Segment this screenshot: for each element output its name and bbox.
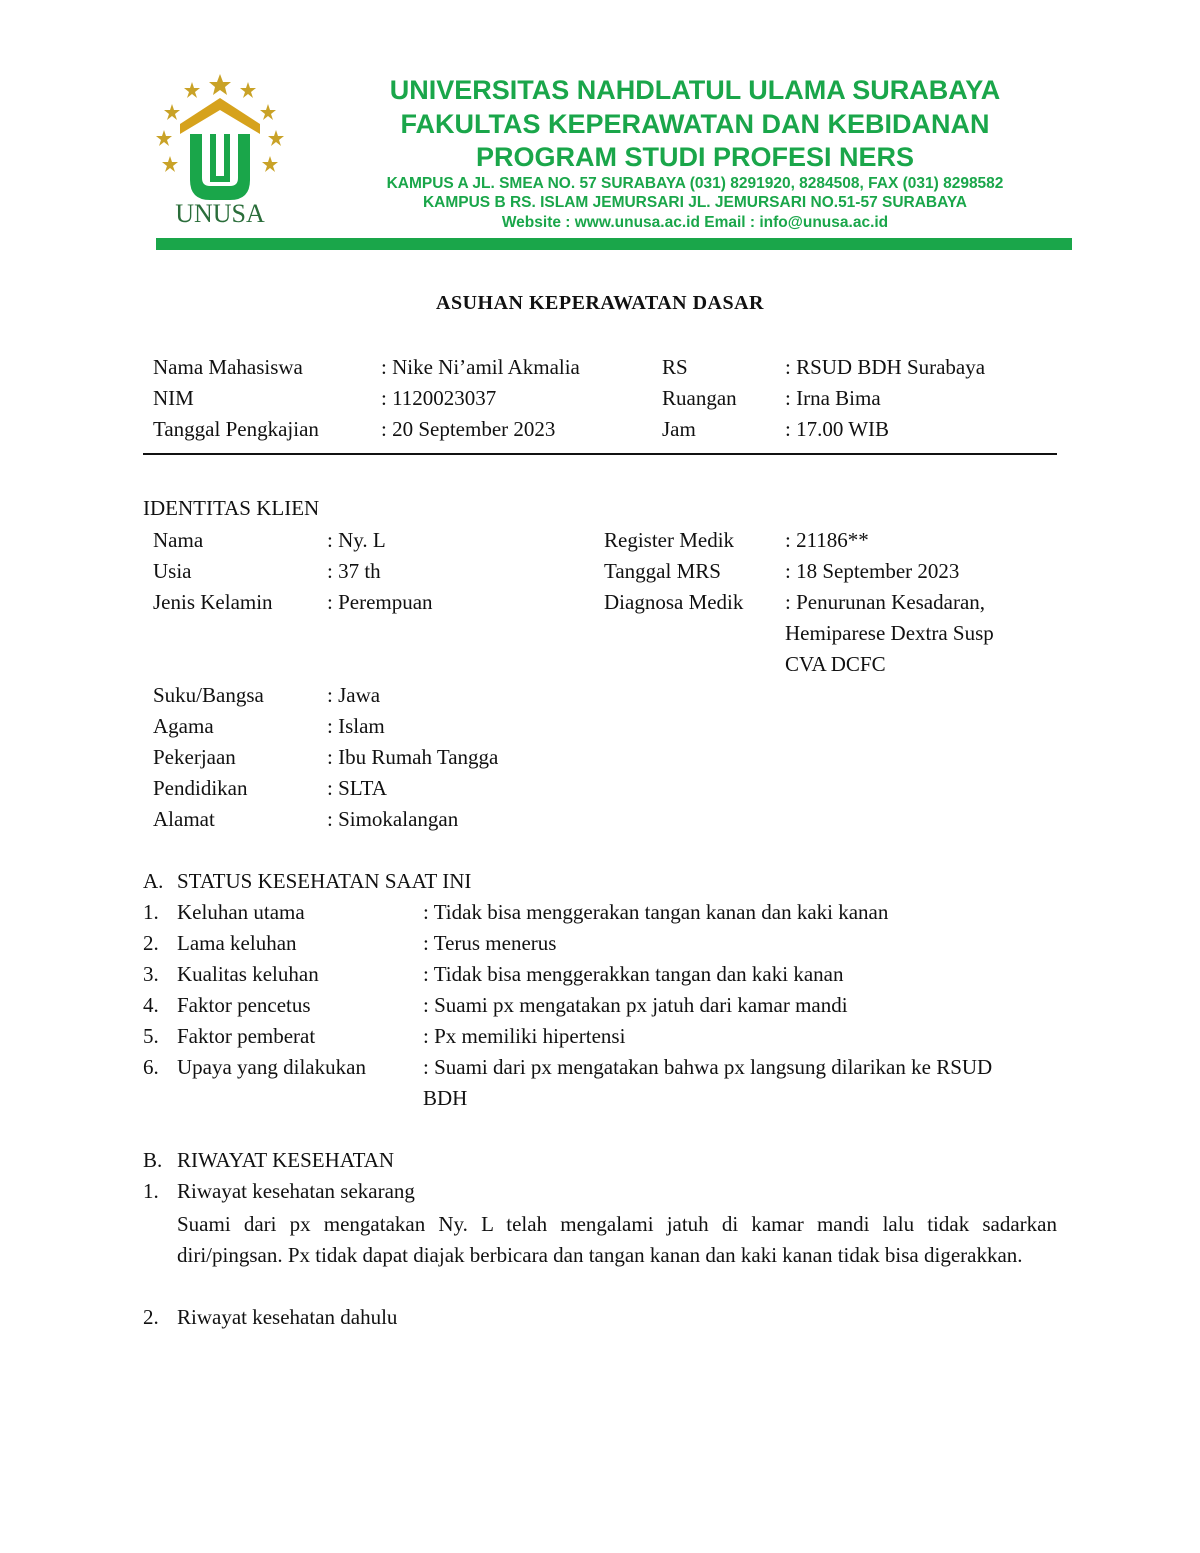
client-name-label: Nama — [153, 528, 204, 552]
actions-taken-label: Upaya yang dilakukan — [177, 1055, 366, 1079]
student-name-label: Nama Mahasiswa — [153, 355, 303, 379]
logo-wordmark: UNUSA — [175, 199, 265, 228]
diagnosis-value: : Penurunan Kesadaran, — [785, 590, 986, 614]
assessment-date-value: : 20 September 2023 — [381, 417, 556, 441]
address-label: Alamat — [153, 807, 215, 831]
nim-value: : 1120023037 — [381, 386, 497, 410]
actions-taken-value-cont: BDH — [423, 1086, 468, 1110]
diagnosis-value-cont-2: CVA DCFC — [785, 652, 886, 676]
contact-line: Website : www.unusa.ac.id Email : info@unusa.ac.id — [501, 214, 889, 231]
client-age-value: : 37 th — [327, 559, 381, 583]
main-complaint-value: : Tidak bisa menggerakan tangan kanan dan kaki kanan — [423, 900, 889, 924]
list-item-number: 1. — [143, 1179, 159, 1203]
diagnosis-label: Diagnosa Medik — [604, 590, 744, 614]
admission-date-value: : 18 September 2023 — [785, 559, 960, 583]
letterhead-divider — [156, 238, 1072, 250]
list-item-number: 4. — [143, 993, 159, 1017]
admission-date-label: Tanggal MRS — [604, 559, 721, 583]
campus-a-address: KAMPUS A JL. SMEA NO. 57 SURABAYA (031) 8291920, 8284508, FAX (031) 8298582 — [386, 175, 1004, 192]
section-b-heading: RIWAYAT KESEHATAN — [177, 1148, 395, 1172]
religion-label: Agama — [153, 714, 214, 738]
list-item-number: 2. — [143, 1305, 159, 1329]
student-name-value: : Nike Ni’amil Akmalia — [381, 355, 580, 379]
complaint-duration-value: : Terus menerus — [423, 931, 557, 955]
hospital-label: RS — [662, 355, 688, 379]
medical-register-label: Register Medik — [604, 528, 735, 552]
education-label: Pendidikan — [153, 776, 248, 800]
main-complaint-label: Keluhan utama — [177, 900, 305, 924]
complaint-quality-value: : Tidak bisa menggerakkan tangan dan kaki kanan — [423, 962, 844, 986]
trigger-factor-value: : Suami px mengatakan px jatuh dari kamar mandi — [423, 993, 848, 1017]
section-b-letter: B. — [143, 1148, 163, 1172]
education-value: : SLTA — [327, 776, 387, 800]
aggravating-factor-value: : Px memiliki hipertensi — [423, 1024, 626, 1048]
assessment-date-label: Tanggal Pengkajian — [153, 417, 319, 441]
client-age-label: Usia — [153, 559, 192, 583]
list-item-number: 5. — [143, 1024, 159, 1048]
actions-taken-value: : Suami dari px mengatakan bahwa px langsung dilarikan ke RSUD — [423, 1055, 993, 1079]
religion-value: : Islam — [327, 714, 385, 738]
list-item-number: 1. — [143, 900, 159, 924]
past-history-label: Riwayat kesehatan dahulu — [177, 1305, 398, 1329]
client-gender-value: : Perempuan — [327, 590, 433, 614]
unusa-logo — [150, 68, 290, 228]
program-name: PROGRAM STUDI PROFESI NERS — [475, 142, 915, 172]
trigger-factor-label: Faktor pencetus — [177, 993, 311, 1017]
header-rule — [143, 453, 1057, 455]
room-value: : Irna Bima — [785, 386, 881, 410]
ethnicity-label: Suku/Bangsa — [153, 683, 264, 707]
address-value: : Simokalangan — [327, 807, 459, 831]
list-item-number: 6. — [143, 1055, 159, 1079]
document-title: ASUHAN KEPERAWATAN DASAR — [436, 292, 764, 314]
list-item-number: 3. — [143, 962, 159, 986]
time-label: Jam — [662, 417, 696, 441]
diagnosis-value-cont-1: Hemiparese Dextra Susp — [785, 621, 994, 645]
ethnicity-value: : Jawa — [327, 683, 381, 707]
section-a-heading: STATUS KESEHATAN SAAT INI — [177, 869, 472, 893]
unusa-emblem-icon — [150, 68, 290, 228]
campus-b-address: KAMPUS B RS. ISLAM JEMURSARI JL. JEMURSARI NO.51-57 SURABAYA — [422, 194, 968, 211]
section-a-letter: A. — [143, 869, 164, 893]
occupation-value: : Ibu Rumah Tangga — [327, 745, 499, 769]
client-gender-label: Jenis Kelamin — [153, 590, 273, 614]
client-name-value: : Ny. L — [327, 528, 386, 552]
hospital-value: : RSUD BDH Surabaya — [785, 355, 986, 379]
medical-register-value: : 21186** — [785, 528, 869, 552]
university-name: UNIVERSITAS NAHDLATUL ULAMA SURABAYA — [389, 75, 1001, 105]
current-history-text: Suami dari px mengatakan Ny. L telah mengalami jatuh di kamar mandi lalu tidak sadarkan diri/pingsan. Px tidak dapat diajak berbicara dan tangan kanan dan kaki kanan tidak bisa digerakkan. — [177, 1212, 1057, 1267]
aggravating-factor-label: Faktor pemberat — [177, 1024, 316, 1048]
occupation-label: Pekerjaan — [153, 745, 236, 769]
faculty-name: FAKULTAS KEPERAWATAN DAN KEBIDANAN — [400, 109, 990, 139]
client-identity-heading: IDENTITAS KLIEN — [143, 496, 320, 520]
nim-label: NIM — [153, 386, 194, 410]
complaint-quality-label: Kualitas keluhan — [177, 962, 319, 986]
room-label: Ruangan — [662, 386, 737, 410]
time-value: : 17.00 WIB — [785, 417, 890, 441]
current-history-label: Riwayat kesehatan sekarang — [177, 1179, 415, 1203]
list-item-number: 2. — [143, 931, 159, 955]
complaint-duration-label: Lama keluhan — [177, 931, 297, 955]
